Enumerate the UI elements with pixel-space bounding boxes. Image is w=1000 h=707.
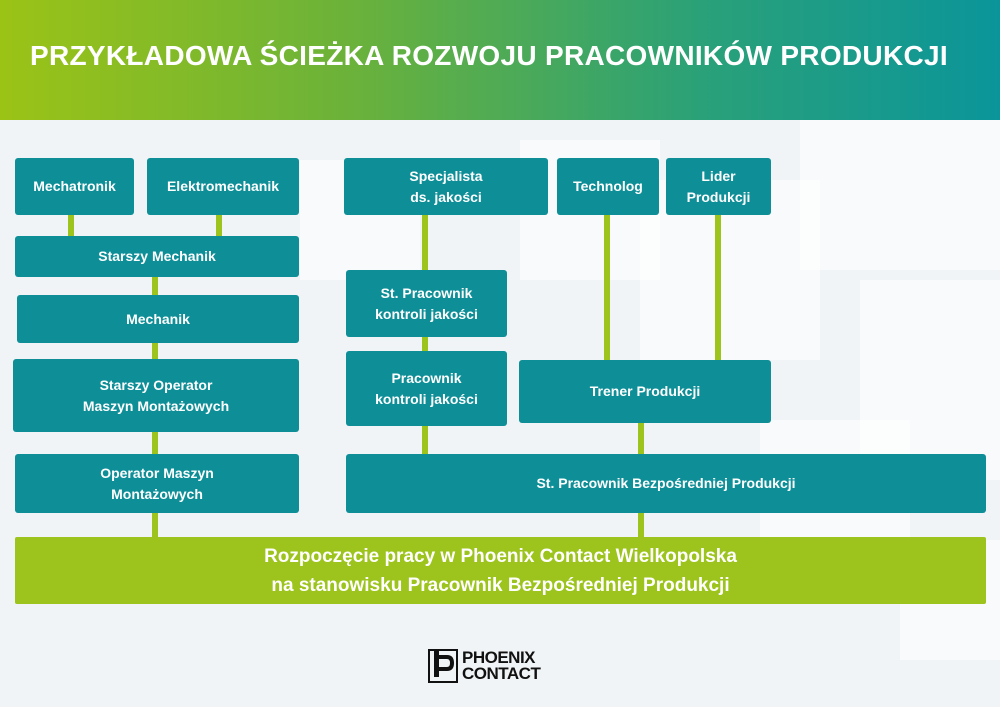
page-title: PRZYKŁADOWA ŚCIEŻKA ROZWOJU PRACOWNIKÓW PRODUKCJI bbox=[30, 40, 948, 71]
connector-line bbox=[216, 215, 222, 237]
connector-line bbox=[715, 215, 721, 361]
box-pracownik-kontroli: Pracownik kontroli jakości bbox=[346, 351, 507, 426]
box-mechatronik: Mechatronik bbox=[15, 158, 134, 215]
connector-line bbox=[638, 422, 644, 455]
start-position-banner: Rozpoczęcie pracy w Phoenix Contact Wielkopolska na stanowisku Pracownik Bezpośredniej Produkcji bbox=[15, 537, 986, 604]
connector-line bbox=[422, 215, 428, 271]
box-lider-produkcji: Lider Produkcji bbox=[666, 158, 771, 215]
connector-line bbox=[68, 215, 74, 237]
connector-line bbox=[152, 276, 158, 296]
connector-line bbox=[152, 432, 158, 455]
box-starszy-mechanik: Starszy Mechanik bbox=[15, 236, 299, 277]
box-mechanik: Mechanik bbox=[17, 295, 299, 343]
connector-line bbox=[638, 512, 644, 538]
connector-line bbox=[604, 215, 610, 361]
box-operator: Operator Maszyn Montażowych bbox=[15, 454, 299, 513]
box-st-pracownik-bezposredniej: St. Pracownik Bezpośredniej Produkcji bbox=[346, 454, 986, 513]
phoenix-contact-logo bbox=[428, 647, 540, 685]
connector-line bbox=[152, 512, 158, 538]
connector-line bbox=[422, 426, 428, 455]
box-technolog: Technolog bbox=[557, 158, 659, 215]
box-starszy-operator: Starszy Operator Maszyn Montażowych bbox=[13, 359, 299, 432]
box-specjalista-jakosci: Specjalista ds. jakości bbox=[344, 158, 548, 215]
logo-text: PHOENIX CONTACT bbox=[462, 648, 541, 683]
header-banner bbox=[0, 0, 1000, 120]
connector-line bbox=[422, 336, 428, 352]
logo-mark-icon bbox=[428, 649, 458, 683]
box-trener-produkcji: Trener Produkcji bbox=[519, 360, 771, 423]
box-st-pracownik-kontroli: St. Pracownik kontroli jakości bbox=[346, 270, 507, 337]
connector-line bbox=[152, 342, 158, 360]
box-elektromechanik: Elektromechanik bbox=[147, 158, 299, 215]
